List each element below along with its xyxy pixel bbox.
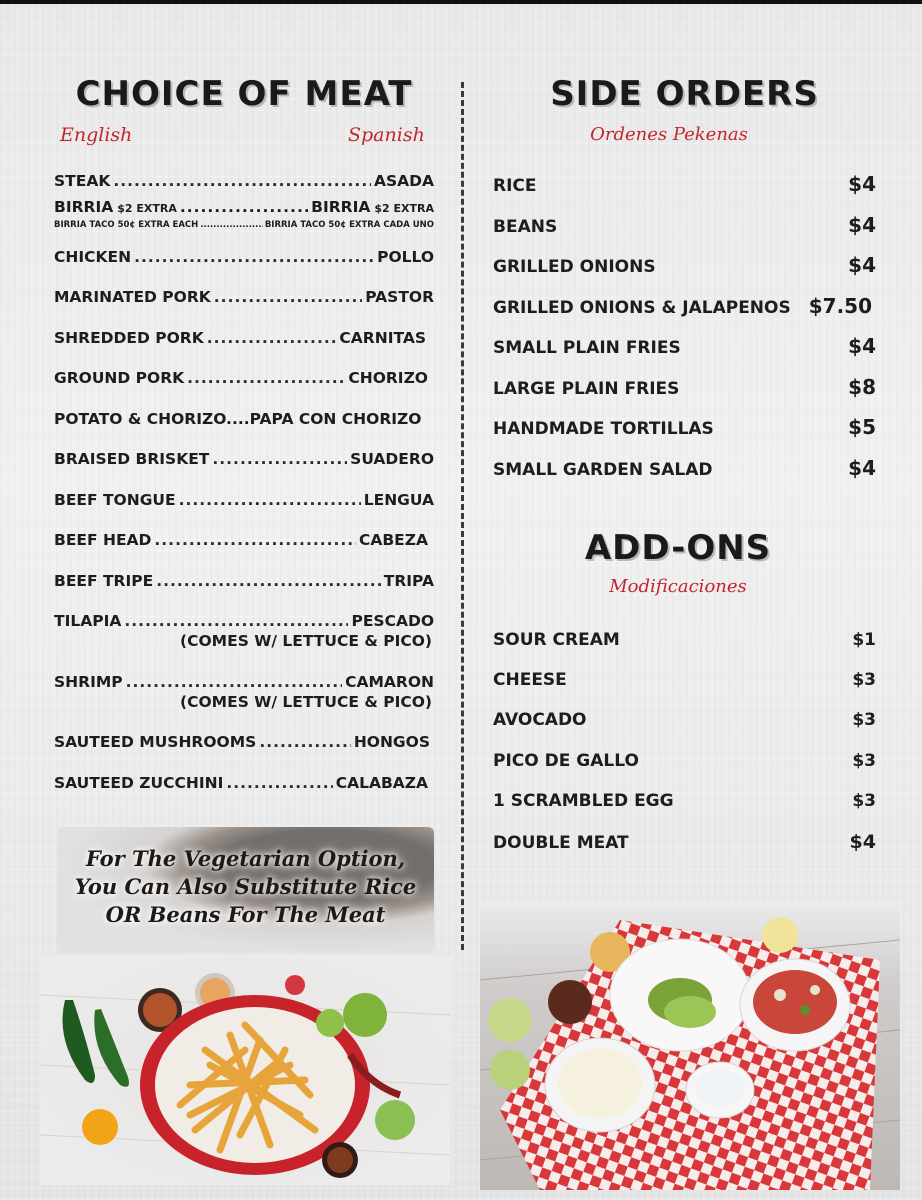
item-name: SMALL GARDEN SALAD — [493, 459, 713, 480]
meat-es: CAMARON — [345, 673, 434, 691]
meat-item-chicken — [54, 248, 434, 288]
meat-es: PASTOR — [365, 288, 434, 306]
add-ons-list — [493, 630, 876, 871]
vegetarian-note-line: OR Beans For The Meat — [105, 902, 386, 927]
side-item — [493, 334, 876, 375]
meat-item-tilapia — [54, 612, 434, 632]
tilapia-note: (COMES W/ LETTUCE & PICO) — [180, 632, 432, 650]
meat-list — [54, 172, 434, 814]
addon-item — [493, 670, 876, 710]
item-price: $4 — [848, 172, 876, 196]
addon-item — [493, 831, 876, 871]
birria-note-right: BIRRIA TACO 50¢ EXTRA CADA UNO — [264, 220, 434, 230]
meat-item-marinated-pork — [54, 288, 434, 329]
item-price: $4 — [848, 212, 876, 237]
addon-item — [493, 791, 876, 831]
meat-es: TRIPA — [383, 571, 434, 590]
shrimp-note: (COMES W/ LETTUCE & PICO) — [180, 693, 432, 711]
column-divider — [461, 82, 464, 950]
item-name: GRILLED ONIONS — [493, 257, 656, 277]
meat-en: SHRIMP — [54, 673, 123, 691]
meat-es: POLLO — [377, 248, 434, 266]
item-name: SMALL PLAIN FRIES — [493, 338, 681, 358]
item-name: DOUBLE MEAT — [493, 832, 629, 853]
meat-item-shrimp — [54, 673, 434, 693]
item-name: BEANS — [493, 216, 558, 237]
meat-item-beef-tripe — [54, 572, 434, 613]
meat-es: PESCADO — [351, 612, 434, 630]
side-orders-subheading: Ordenes Pekenas — [590, 124, 748, 145]
meat-en: GROUND PORK — [54, 369, 185, 387]
item-name: AVOCADO — [493, 710, 587, 731]
meat-item-beef-head — [54, 531, 428, 572]
side-orders-heading: SIDE ORDERS — [550, 74, 819, 114]
side-item — [493, 213, 876, 254]
meat-en: BRAISED BRISKET — [54, 450, 210, 468]
meat-es: CALABAZA — [335, 773, 428, 792]
meat-en: CHICKEN — [54, 248, 132, 266]
toppings-photo — [480, 900, 900, 1190]
meat-en: MARINATED PORK — [54, 288, 211, 306]
side-item — [493, 253, 876, 294]
addon-item — [493, 751, 876, 791]
meat-es: HONGOS — [353, 733, 430, 751]
meat-item-shredded-pork — [54, 329, 426, 370]
addon-item — [493, 710, 876, 750]
vegetarian-note-line: You Can Also Substitute Rice — [74, 874, 417, 899]
birria-es: BIRRIA — [311, 198, 371, 216]
birria-es-extra: $2 EXTRA — [374, 202, 434, 215]
item-price: $3 — [852, 750, 876, 771]
meat-en: SHREDDED PORK — [54, 328, 204, 347]
item-price: $5 — [848, 415, 876, 439]
item-name: PICO DE GALLO — [493, 750, 639, 771]
meat-item-birria — [54, 198, 434, 216]
item-name: GRILLED ONIONS & JALAPENOS — [493, 297, 791, 318]
choice-of-meat-heading: CHOICE OF MEAT — [75, 74, 413, 114]
meat-item-braised-brisket — [54, 450, 434, 491]
side-item — [493, 375, 876, 416]
meat-en: TILAPIA — [54, 612, 122, 630]
meat-en: STEAK — [54, 172, 111, 190]
item-name: LARGE PLAIN FRIES — [493, 378, 680, 399]
birria-note-left: BIRRIA TACO 50¢ EXTRA EACH — [54, 220, 199, 230]
item-price: $3 — [852, 670, 876, 691]
fries-photo — [40, 955, 450, 1185]
spanish-label: Spanish — [348, 124, 425, 146]
side-orders-list — [493, 172, 876, 496]
meat-en: POTATO & CHORIZO....PAPA CON CHORIZO — [54, 409, 422, 428]
meat-item-sauteed-zucchini — [54, 774, 428, 814]
item-name: 1 SCRAMBLED EGG — [493, 790, 674, 811]
birria-en-extra: $2 EXTRA — [117, 202, 177, 215]
meat-es: CABEZA — [358, 531, 428, 549]
birria-note — [54, 220, 434, 248]
meat-item-beef-tongue — [54, 491, 434, 532]
vegetarian-note-panel — [57, 827, 434, 953]
meat-en: BEEF HEAD — [54, 531, 152, 549]
meat-item-steak — [54, 172, 434, 198]
meat-es: SUADERO — [350, 450, 434, 468]
add-ons-heading: ADD-ONS — [584, 528, 772, 568]
item-name: CHEESE — [493, 670, 567, 691]
add-ons-subheading: Modificaciones — [609, 576, 747, 597]
item-price: $4 — [848, 334, 876, 358]
side-item — [493, 294, 876, 335]
item-price: $8 — [848, 374, 876, 399]
side-item — [493, 415, 876, 456]
addon-item — [493, 630, 876, 670]
item-price: $4 — [848, 253, 876, 277]
meat-es: CARNITAS — [339, 328, 426, 347]
top-edge-bar — [0, 0, 922, 4]
item-name: HANDMADE TORTILLAS — [493, 419, 714, 439]
meat-en: SAUTEED ZUCCHINI — [54, 773, 224, 792]
item-price: $3 — [852, 790, 876, 811]
meat-es: ASADA — [373, 172, 434, 190]
item-price: $1 — [852, 630, 876, 650]
item-price: $4 — [848, 455, 876, 480]
item-price: $4 — [849, 830, 876, 853]
item-price: $7.50 — [808, 293, 872, 318]
item-price: $3 — [852, 710, 876, 731]
birria-en: BIRRIA — [54, 198, 114, 216]
meat-item-ground-pork — [54, 369, 428, 410]
item-name: RICE — [493, 176, 537, 196]
vegetarian-note-text — [57, 845, 434, 929]
side-item — [493, 172, 876, 213]
meat-en: BEEF TRIPE — [54, 571, 154, 590]
meat-es: LENGUA — [363, 490, 434, 509]
meat-es: CHORIZO — [348, 369, 428, 387]
meat-item-sauteed-mushrooms — [54, 733, 430, 774]
item-name: SOUR CREAM — [493, 630, 620, 650]
meat-en: BEEF TONGUE — [54, 490, 176, 509]
vegetarian-note-line: For The Vegetarian Option, — [85, 846, 406, 871]
meat-item-potato-chorizo — [54, 410, 434, 451]
english-label: English — [60, 124, 133, 146]
side-item — [493, 456, 876, 497]
meat-en: SAUTEED MUSHROOMS — [54, 733, 257, 751]
